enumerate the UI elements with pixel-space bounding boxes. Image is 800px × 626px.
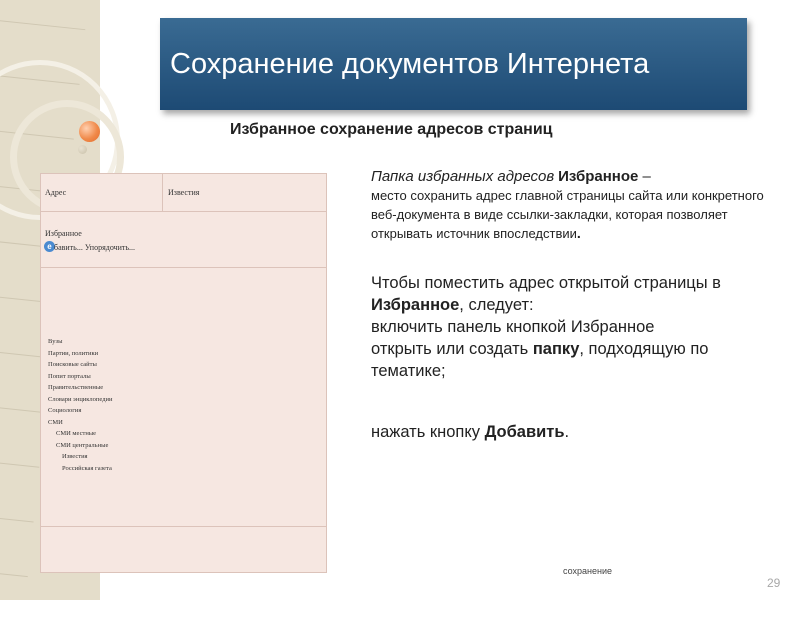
title-banner: [160, 18, 747, 110]
period: .: [564, 423, 570, 441]
address-label: Адрес: [45, 188, 67, 197]
favorites-bold-term: Избранное: [558, 168, 639, 185]
favorites-item: Российская газета: [62, 464, 112, 472]
favorites-item: Партии, политики: [48, 349, 99, 357]
ie-browser-icon: e: [44, 241, 55, 252]
favorites-item: СМИ местные: [56, 430, 97, 437]
footer-text: сохранение: [563, 566, 612, 576]
add-bold-term: Добавить: [484, 423, 565, 441]
instruction-text: открыть или создать: [371, 340, 533, 358]
period: .: [576, 225, 581, 241]
paragraph-add-step: [371, 423, 771, 442]
favorites-actions: бавить... Упорядочить...: [54, 243, 136, 252]
favorites-header: [41, 212, 326, 268]
beige-orb-decoration: [78, 145, 87, 154]
instruction-text: , следует:: [459, 296, 534, 314]
favorites-item: СМИ центральные: [56, 441, 109, 449]
favorites-item: СМИ: [48, 418, 63, 426]
favorites-item: Вузы: [48, 338, 63, 345]
favorites-item: Словари энциклопедии: [48, 395, 113, 403]
favorites-item: Поисковые сайты: [48, 361, 97, 368]
favorites-list: [48, 336, 112, 474]
favorites-list-area: [41, 268, 326, 527]
slide-title: Сохранение документов Интернета: [170, 48, 650, 80]
favorites-description: место сохранить адрес главной страницы сайта или конкретного веб-документа в виде ссылки-закладки, которая позволяет открывать источник впоследствии: [371, 188, 764, 241]
instruction-text: Чтобы поместить адрес открытой страницы в: [371, 274, 721, 292]
favorites-item: Правительственные: [48, 384, 104, 391]
instruction-text: нажать кнопку: [371, 423, 485, 441]
orange-orb-decoration: [79, 121, 100, 142]
address-value: Известия: [168, 188, 200, 197]
address-divider: [162, 174, 163, 211]
paragraph-favorites-definition: [371, 167, 771, 243]
favorites-item: Социология: [48, 407, 82, 414]
folder-bold-term: папку: [532, 340, 580, 358]
instruction-text: , подходящую по тематике;: [371, 340, 709, 380]
panel-empty-footer: [41, 527, 326, 572]
favorites-item: Попит порталы: [48, 372, 91, 380]
favorites-bold-term: Избранное: [371, 296, 460, 314]
favorites-item: Известия: [62, 453, 88, 460]
paragraph-instructions: [371, 272, 771, 382]
page-number: 29: [767, 576, 781, 590]
instruction-text: включить панель кнопкой Избранное: [371, 318, 655, 336]
favorites-label: Избранное: [45, 229, 82, 238]
address-bar-row: [41, 174, 326, 212]
dash: –: [638, 168, 651, 185]
favorites-folder-phrase: Папка избранных адресов: [371, 168, 555, 185]
browser-screenshot-panel: [40, 173, 327, 573]
slide-subtitle: Избранное сохранение адресов страниц: [230, 121, 553, 138]
